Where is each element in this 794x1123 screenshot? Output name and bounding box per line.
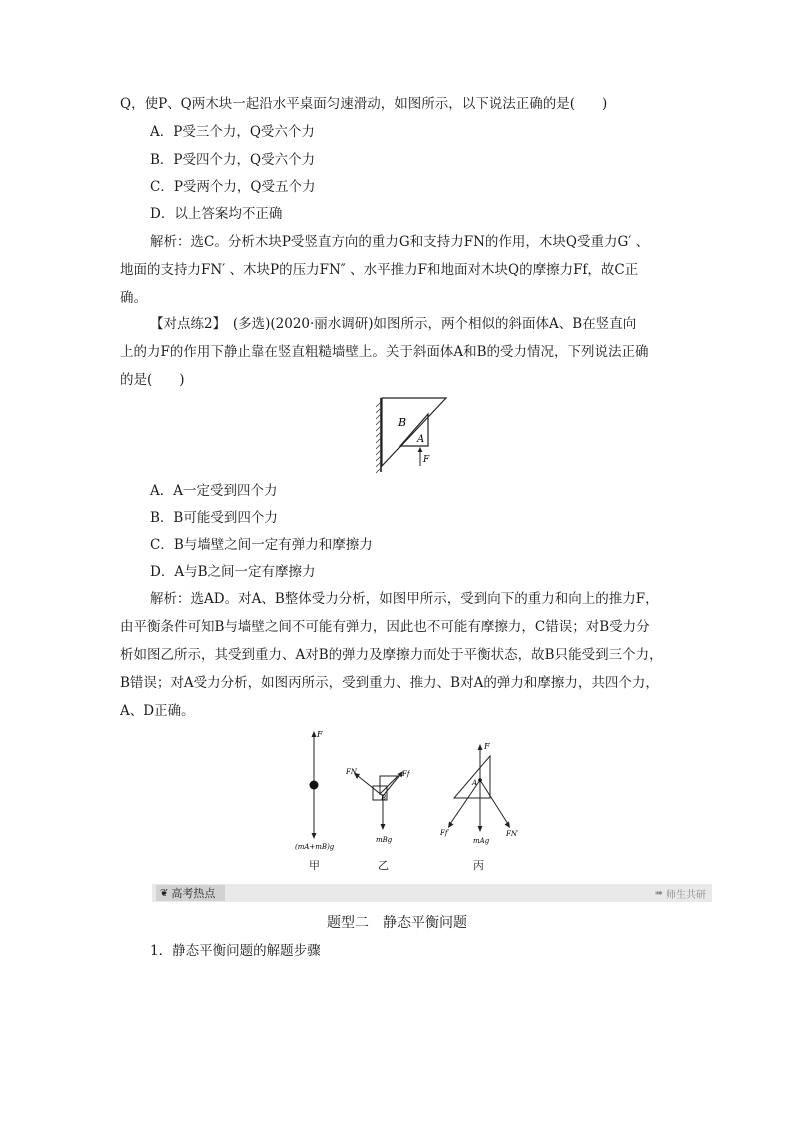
q2-option-a: A．A一定受到四个力 xyxy=(150,483,278,499)
q1-option-d: D．以上答案均不正确 xyxy=(150,206,283,222)
q1-analysis-line-1: 解析：选C。分析木块P受竖直方向的重力G和支持力FN的作用，木块Q受重力G′ 、 xyxy=(150,234,650,250)
bing-gravity: mAg xyxy=(473,837,490,845)
caption-bing: 丙 xyxy=(473,859,484,872)
q2-analysis-line-2: 由平衡条件可知B与墙壁之间不可能有弹力，因此也不可能有摩擦力，C错误；对B受力分 xyxy=(120,619,650,635)
q2-stem-line-2: 上的力F的作用下静止靠在竖直粗糙墙壁上。关于斜面体A和B的受力情况，下列说法正确 xyxy=(120,344,649,360)
q2-analysis-line-5: A、D正确。 xyxy=(120,703,195,719)
label-a: A xyxy=(417,434,425,445)
yi-body: B xyxy=(381,794,387,802)
section-title: 题型二 静态平衡问题 xyxy=(327,915,467,931)
q2-option-b: B．B可能受到四个力 xyxy=(150,510,278,526)
hot-topic-icon: ❦ xyxy=(160,887,169,899)
jia-bottom-force: (mA+mB)g xyxy=(295,843,335,851)
bing-ff: Ff′ xyxy=(440,829,450,837)
step-1-title: 1．静态平衡问题的解题步骤 xyxy=(150,943,321,959)
q2-option-c: C．B与墙壁之间一定有弹力和摩擦力 xyxy=(150,537,373,553)
arrow-right-icon: ➠ xyxy=(654,887,663,899)
caption-yi: 乙 xyxy=(378,859,389,872)
bing-fn: FN′ xyxy=(506,830,519,838)
band-right-label: 师生共研 xyxy=(666,889,706,901)
q2-analysis-line-4: B错误；对A受力分析，如图丙所示，受到重力、推力、B对A的弹力和摩擦力，共四个力， xyxy=(120,675,659,691)
q1-stem: Q，使P、Q两木块一起沿水平桌面匀速滑动，如图所示，以下说法正确的是( ) xyxy=(120,96,608,112)
yi-fn: FN xyxy=(346,768,357,776)
q2-analysis-line-3: 析如图乙所示，其受到重力、A对B的弹力及摩擦力而处于平衡状态，故B只能受到三个力， xyxy=(120,647,663,663)
q1-option-b: B．P受四个力，Q受六个力 xyxy=(150,152,316,168)
label-f: F xyxy=(423,455,430,465)
q2-analysis-line-1: 解析：选AD。对A、B整体受力分析，如图甲所示，受到向下的重力和向上的推力F， xyxy=(150,591,659,607)
bing-body: A xyxy=(472,779,478,787)
band-right xyxy=(655,885,706,901)
q2-option-d: D．A与B之间一定有摩擦力 xyxy=(150,564,316,580)
caption-jia: 甲 xyxy=(309,859,320,872)
q2-stem-line-3: 的是( ) xyxy=(120,372,185,388)
q2-stem-line-1: 【对点练2】 (多选)(2020·丽水调研)如图所示，两个相似的斜面体A、B在竖直向 xyxy=(150,316,637,332)
q1-analysis-line-2: 地面的支持力FN′ 、木块P的压力FN″ 、水平推力F和地面对木块Q的摩擦力Ff，故C正 xyxy=(120,262,639,278)
yi-ff: Ff xyxy=(402,770,410,778)
section-band xyxy=(152,884,712,902)
q1-option-a: A．P受三个力，Q受六个力 xyxy=(150,124,315,140)
diagram-bing xyxy=(434,736,524,856)
point-mass xyxy=(310,781,319,790)
diagram-yi xyxy=(340,760,410,855)
jia-top-force: F xyxy=(317,730,323,739)
wall-incline-figure xyxy=(376,396,476,474)
band-left-label: 高考热点 xyxy=(171,887,216,900)
q1-option-c: C．P受两个力，Q受五个力 xyxy=(150,179,316,195)
band-left-tab xyxy=(156,885,225,901)
block-b-shape xyxy=(382,398,446,466)
q1-analysis-line-3: 确。 xyxy=(120,290,147,306)
label-b: B xyxy=(398,416,407,429)
yi-gravity: mBg xyxy=(376,836,393,844)
bing-top-force: F xyxy=(484,742,490,751)
